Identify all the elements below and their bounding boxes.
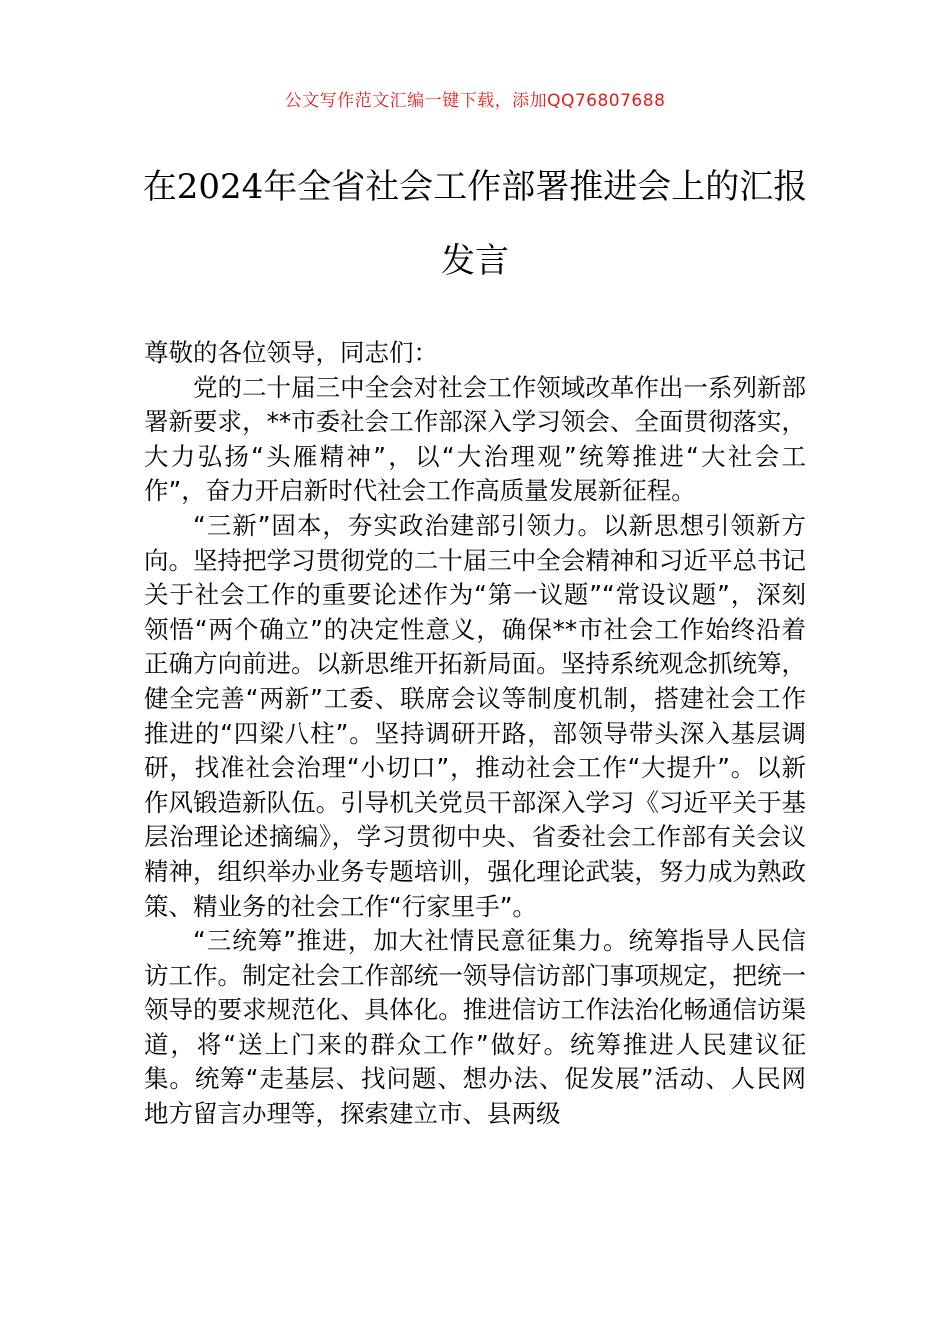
document-title: 在2024年全省社会工作部署推进会上的汇报发言 (142, 167, 808, 281)
document-body (144, 336, 806, 1132)
salutation: 尊敬的各位领导，同志们： (144, 338, 438, 367)
paragraph-three-coordination: “三统筹”推进，加大社情民意征集力。统筹指导人民信访工作。制定社会工作部统一领导信访部门事项规定，把统一领导的要求规范化、具体化。推进信访工作法治化畅通信访渠道，将“送上门来的群众工作”做好。统筹推进人民建议征集。统筹“走基层、找问题、想办法、促发展”活动、人民网地方留言办理等，探索建立市、县两级 (144, 926, 806, 1129)
paragraph-intro: 党的二十届三中全会对社会工作领域改革作出一系列新部署新要求，**市委社会工作部深入学习领会、全面贯彻落实，大力弘扬“头雁精神”，以“大治理观”统筹推进“大社会工作”，奋力开启新时代社会工作高质量发展新征程。 (144, 372, 806, 506)
paragraph-three-new: “三新”固本，夯实政治建部引领力。以新思想引领新方向。坚持把学习贯彻党的二十届三中全会精神和习近平总书记关于社会工作的重要论述作为“第一议题”“常设议题”，深刻领悟“两个确立”的决定性意义，确保**市社会工作始终沿着正确方向前进。以新思维开拓新局面。坚持系统观念抓统筹，健全完善“两新”工委、联席会议等制度机制，搭建社会工作推进的“四梁八柱”。坚持调研开路，部领导带头深入基层调研，找准社会治理“小切口”，推动社会工作“大提升”。以新作风锻造新队伍。引导机关党员干部深入学习《习近平关于基层治理论述摘编》，学习贯彻中央、省委社会工作部有关会议精神，组织举办业务专题培训，强化理论武装，努力成为熟政策、精业务的社会工作“行家里手”。 (144, 510, 806, 921)
download-promo-note: 公文写作范文汇编一键下载，添加QQ76807688 (284, 91, 666, 111)
